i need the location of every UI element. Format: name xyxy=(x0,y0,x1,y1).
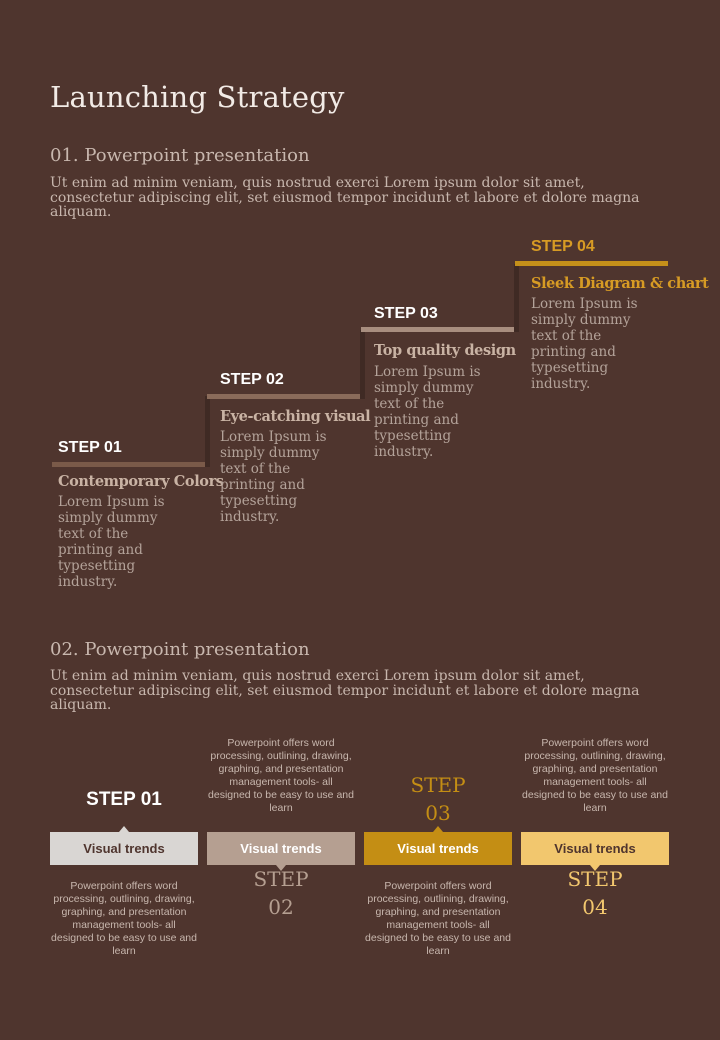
staircase-step-4-label: STEP 04 xyxy=(531,238,595,255)
timeline-step-3-desc: Powerpoint offers word processing, outlining, drawing, graphing, and presentation management tools- all designed to be easy to use and learn xyxy=(365,880,511,957)
timeline-step-2-box xyxy=(207,832,355,865)
staircase-riser-2 xyxy=(360,330,365,399)
timeline-step-2-desc: Powerpoint offers word processing, outlining, drawing, graphing, and presentation management tools- all designed to be easy to use and learn xyxy=(208,737,354,814)
staircase-step-4-heading: Sleek Diagram & chart xyxy=(531,275,709,292)
timeline-step-3-label: STEP 03 xyxy=(410,773,466,825)
staircase-step-3-label: STEP 03 xyxy=(374,305,438,322)
page-title: Launching Strategy xyxy=(50,80,345,114)
timeline-step-3-box-label: Visual trends xyxy=(397,841,479,856)
staircase-step-1-bar xyxy=(52,462,205,467)
staircase-step-2-heading: Eye-catching visual xyxy=(220,408,371,425)
staircase-step-4-text: Lorem Ipsum is simply dummy text of the printing and typesetting industry. xyxy=(531,296,638,392)
section-2-body: Ut enim ad minim veniam, quis nostrud exerci Lorem ipsum dolor sit amet, consectetur adipiscing elit, set eiusmod tempor incidunt et labore et dolore magna aliquam. xyxy=(50,668,640,713)
section-2-title: 02. Powerpoint presentation xyxy=(50,639,310,660)
timeline-step-4-box-label: Visual trends xyxy=(554,841,636,856)
timeline-step-1-label: STEP 01 xyxy=(86,789,162,810)
timeline-step-2-label: STEP 02 xyxy=(253,867,309,919)
section-1-body: Ut enim ad minim veniam, quis nostrud exerci Lorem ipsum dolor sit amet, consectetur adipiscing elit, set eiusmod tempor incidunt et labore et dolore magna aliquam. xyxy=(50,175,640,220)
section-1-title: 01. Powerpoint presentation xyxy=(50,145,310,166)
timeline-step-1-desc: Powerpoint offers word processing, outlining, drawing, graphing, and presentation management tools- all designed to be easy to use and learn xyxy=(51,880,197,957)
timeline-step-4-box xyxy=(521,832,669,865)
timeline-step-1-box-label: Visual trends xyxy=(83,841,165,856)
staircase-step-2-text: Lorem Ipsum is simply dummy text of the printing and typesetting industry. xyxy=(220,429,327,525)
staircase-riser-1 xyxy=(205,396,210,467)
timeline-step-2-box-label: Visual trends xyxy=(240,841,322,856)
staircase-step-2-label: STEP 02 xyxy=(220,371,284,388)
timeline-step-4-label: STEP 04 xyxy=(567,867,623,919)
timeline-step-1-box xyxy=(50,832,198,865)
staircase-step-1-heading: Contemporary Colors xyxy=(58,473,224,490)
staircase-step-1-text: Lorem Ipsum is simply dummy text of the printing and typesetting industry. xyxy=(58,494,165,590)
staircase-step-1-label: STEP 01 xyxy=(58,439,122,456)
staircase-step-4-bar xyxy=(515,261,668,266)
timeline-step-3-box xyxy=(364,832,512,865)
staircase-step-3-heading: Top quality design xyxy=(374,342,516,359)
staircase-riser-3 xyxy=(514,264,519,332)
staircase-step-2-bar xyxy=(207,394,360,399)
timeline-step-4-desc: Powerpoint offers word processing, outlining, drawing, graphing, and presentation management tools- all designed to be easy to use and learn xyxy=(522,737,668,814)
staircase-step-3-text: Lorem Ipsum is simply dummy text of the printing and typesetting industry. xyxy=(374,364,481,460)
staircase-step-3-bar xyxy=(361,327,514,332)
